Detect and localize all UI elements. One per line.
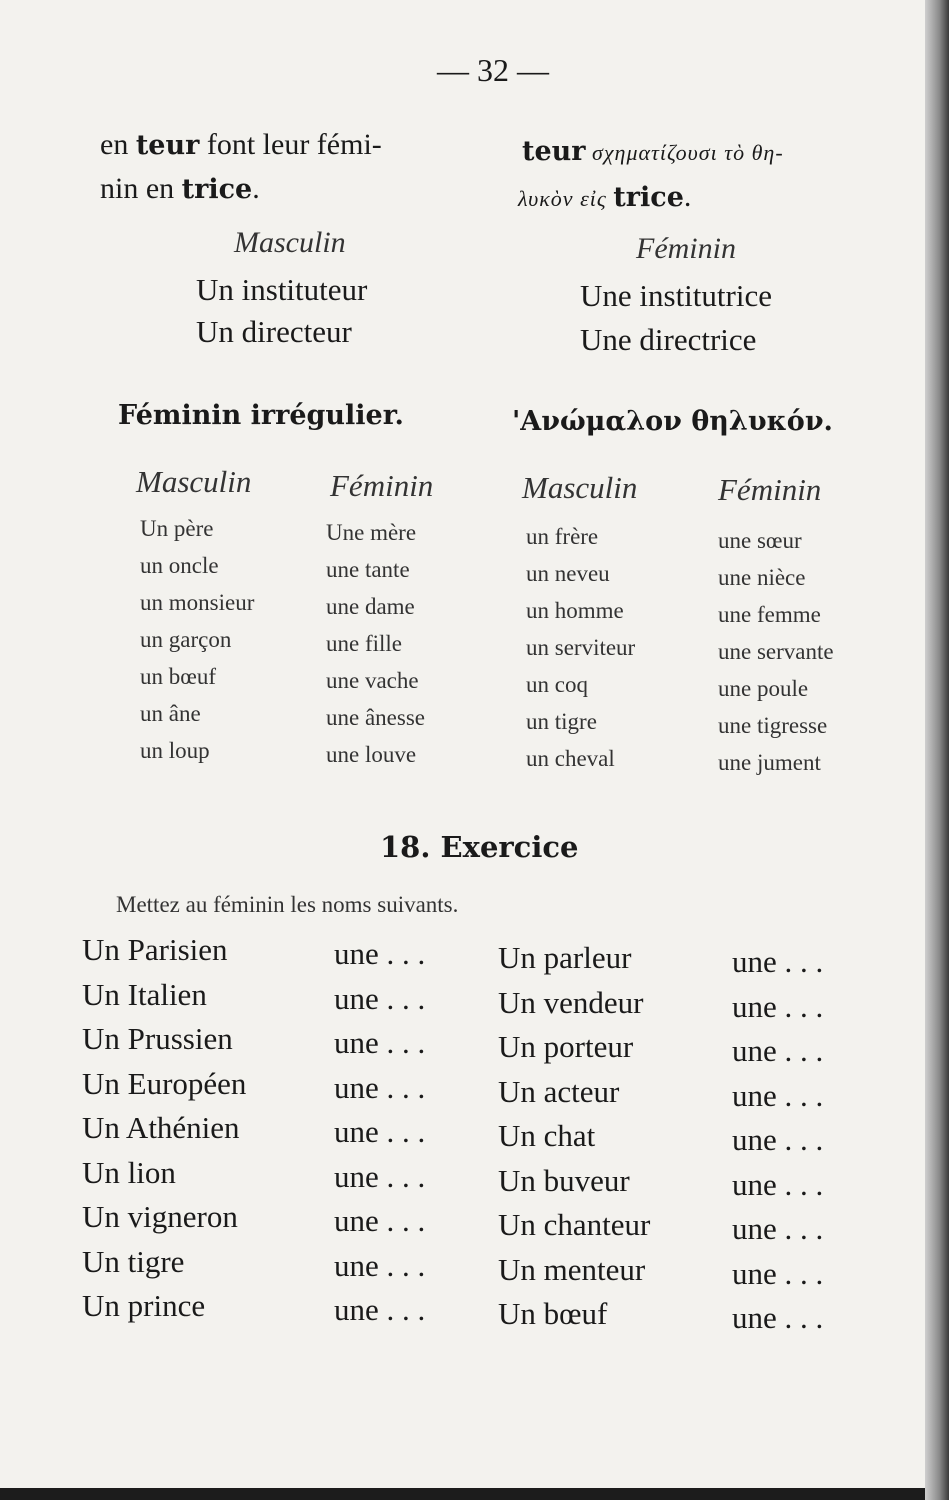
blank-answer: une . . . — [732, 1211, 824, 1246]
blank-answer: une . . . — [334, 980, 426, 1016]
blank-answer: une . . . — [732, 1122, 824, 1157]
intro-text: en — [100, 128, 136, 161]
exercise-word: Un vigneron — [82, 1199, 238, 1234]
word: un bœuf — [140, 664, 217, 689]
masc-example: Un instituteur — [196, 272, 368, 307]
blank-answer: une . . . — [732, 1300, 824, 1335]
word: une jument — [718, 750, 821, 775]
exercise-word: Un Athénien — [82, 1110, 240, 1145]
exercise-word: Un Parisien — [82, 932, 228, 967]
greek-text: σχηματίζουσι τὸ θη- — [585, 140, 784, 165]
word: une vache — [326, 668, 419, 693]
exercise-left-blanks — [334, 932, 425, 1333]
greek-text: λυκὸν εἰς — [518, 186, 614, 211]
exercise-title: 18. Exercice — [380, 830, 579, 864]
col-header: Féminin — [718, 472, 822, 507]
fem-column-2 — [718, 522, 834, 781]
section-title-gr: 'Ανώμαλον θηλυκόν. — [512, 406, 833, 437]
feminin-header: Féminin — [636, 232, 736, 265]
intro-fr-line1 — [100, 128, 382, 162]
section-title-fr: Féminin irrégulier. — [118, 400, 404, 431]
word: Une mère — [326, 520, 417, 545]
blank-answer: une . . . — [732, 944, 824, 979]
intro-text: font leur fémi- — [199, 128, 382, 161]
blank-answer: une . . . — [334, 1203, 426, 1238]
word: un oncle — [140, 553, 219, 578]
fem-column-1 — [326, 514, 425, 773]
word: une nièce — [718, 565, 806, 590]
word: un neveu — [526, 561, 610, 586]
page-number: — 32 — — [437, 52, 549, 88]
exercise-word: Un lion — [82, 1154, 176, 1190]
blank-answer: une . . . — [732, 1255, 824, 1291]
exercise-word: Un porteur — [498, 1029, 634, 1064]
word: une femme — [718, 602, 821, 627]
blank-answer: une . . . — [334, 1158, 426, 1194]
blank-answer: une . . . — [334, 1247, 426, 1283]
word: un âne — [140, 701, 201, 726]
blank-answer: une . . . — [732, 1077, 824, 1113]
intro-text: . — [683, 180, 692, 213]
word: une poule — [718, 676, 809, 701]
intro-text: . — [252, 172, 260, 205]
fem-example: Une institutrice — [580, 278, 772, 313]
blank-answer: une . . . — [334, 1114, 426, 1149]
word: un monsieur — [140, 590, 255, 615]
exercise-instruction: Mettez au féminin les noms suivants. — [116, 892, 459, 917]
intro-gr-line2 — [518, 180, 691, 214]
exercise-right-blanks — [732, 940, 823, 1341]
word: une louve — [326, 742, 417, 767]
blank-answer: une . . . — [334, 1025, 426, 1060]
blank-answer: une . . . — [732, 1033, 824, 1068]
masc-column-2 — [526, 518, 635, 777]
word: un tigre — [526, 709, 597, 734]
masculin-header: Masculin — [234, 226, 346, 259]
exercise-word: Un Européen — [82, 1065, 247, 1101]
word: un homme — [526, 598, 624, 623]
fem-example: Une directrice — [580, 322, 757, 357]
masc-column-1 — [140, 510, 254, 769]
exercise-word: Un Italien — [82, 976, 207, 1012]
word: un serviteur — [526, 635, 636, 660]
suffix-trice: trice — [181, 174, 253, 205]
col-header: Féminin — [330, 468, 434, 503]
exercise-word: Un acteur — [498, 1073, 620, 1109]
col-header: Masculin — [522, 470, 638, 505]
intro-fr-line2 — [100, 172, 260, 206]
word: une sœur — [718, 528, 802, 553]
suffix-trice: trice — [613, 182, 684, 213]
word: un loup — [140, 738, 210, 763]
word: un garçon — [140, 627, 232, 652]
col-header: Masculin — [136, 464, 252, 499]
word: une tigresse — [718, 713, 828, 738]
masc-example: Un directeur — [196, 314, 352, 349]
word: une dame — [326, 594, 415, 619]
word: Un père — [140, 516, 214, 541]
intro-text: nin en — [100, 172, 182, 205]
intro-gr-line1 — [522, 134, 784, 168]
blank-answer: une . . . — [732, 1166, 824, 1202]
exercise-left-words — [82, 928, 246, 1329]
exercise-word: Un buveur — [498, 1162, 630, 1198]
blank-answer: une . . . — [334, 1292, 426, 1327]
exercise-right-words — [498, 936, 650, 1337]
suffix-teur: teur — [522, 136, 586, 167]
blank-answer: une . . . — [732, 988, 824, 1024]
exercise-word: Un bœuf — [498, 1296, 608, 1331]
exercise-word: Un Prussien — [82, 1021, 233, 1056]
exercise-word: Un tigre — [82, 1243, 185, 1279]
word: un frère — [526, 524, 599, 549]
exercise-word: Un prince — [82, 1288, 206, 1323]
word: une fille — [326, 631, 402, 656]
blank-answer: une . . . — [334, 1069, 426, 1105]
exercise-word: Un chanteur — [498, 1207, 651, 1242]
suffix-teur: teur — [135, 130, 200, 161]
exercise-word: Un vendeur — [498, 984, 644, 1020]
word: une servante — [718, 639, 834, 664]
word: une ânesse — [326, 705, 425, 730]
exercise-word: Un parleur — [498, 940, 632, 975]
exercise-word: Un chat — [498, 1118, 596, 1153]
word: un cheval — [526, 746, 615, 771]
word: une tante — [326, 557, 410, 582]
page-edge — [925, 0, 949, 1500]
word: un coq — [526, 672, 588, 697]
blank-answer: une . . . — [334, 936, 426, 971]
exercise-word: Un menteur — [498, 1251, 646, 1287]
